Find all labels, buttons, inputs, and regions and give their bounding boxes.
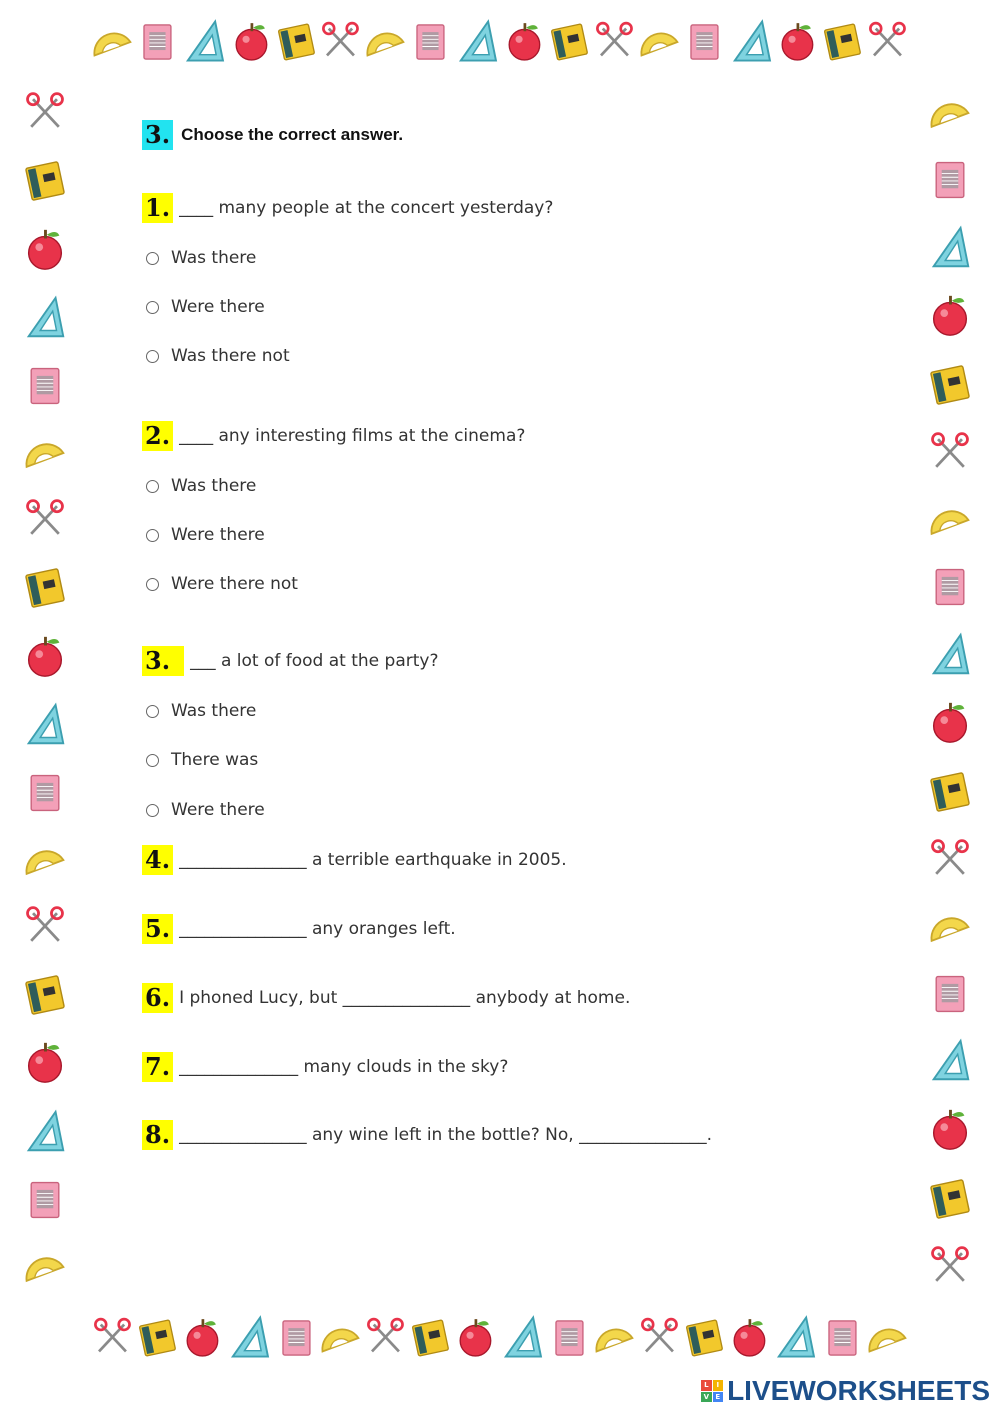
logo-letter: E [713,1392,724,1403]
question-2 [142,421,525,451]
scissors-icon [922,837,978,883]
radio-button[interactable] [146,754,159,767]
protractor-icon [318,1315,363,1361]
notebook-icon [924,157,976,203]
notebook-icon [135,16,180,68]
protractor-icon [592,1315,637,1361]
set-square-icon [498,1310,547,1366]
set-square-icon [225,1310,274,1366]
book-icon [20,971,70,1019]
set-square-icon [727,14,776,70]
book-icon [925,1175,975,1223]
q2-option-2[interactable] [146,525,265,545]
q2-option-3[interactable] [146,574,298,594]
radio-button[interactable] [146,301,159,314]
book-icon [20,564,70,612]
apple-icon [229,17,274,67]
question-5 [142,914,456,944]
question-text: _______________ a terrible earthquake in 2005. [179,850,567,870]
scissors-icon [922,430,978,476]
option-label: Were there [171,525,265,545]
book-icon [135,1313,180,1363]
radio-button[interactable] [146,480,159,493]
option-label: Were there [171,800,265,820]
apple-icon [453,1313,498,1363]
question-number-badge: 4. [142,845,173,875]
protractor-icon [22,430,68,476]
logo-mark-icon [701,1380,723,1402]
left-border [10,90,80,1290]
apple-icon [180,1313,225,1363]
radio-button[interactable] [146,578,159,591]
q1-option-1[interactable] [146,248,256,268]
radio-button[interactable] [146,529,159,542]
notebook-icon [19,363,71,409]
radio-button[interactable] [146,705,159,718]
apple-icon [925,292,975,340]
liveworksheets-logo [701,1375,990,1407]
option-label: Was there [171,248,257,268]
protractor-icon [90,19,135,65]
radio-button[interactable] [146,350,159,363]
question-text: ______________ many clouds in the sky? [179,1057,509,1077]
set-square-icon [771,1310,820,1366]
option-label: Were there not [171,574,298,594]
scissors-icon [592,14,637,70]
scissors-icon [922,1244,978,1290]
scissors-icon [90,1310,135,1366]
book-icon [682,1313,727,1363]
set-square-icon [922,631,978,679]
protractor-icon [927,904,973,950]
question-6 [142,983,630,1013]
notebook-icon [547,1312,592,1364]
question-text: ____ any interesting films at the cinema? [179,426,526,446]
book-icon [820,17,865,67]
logo-letter: I [713,1380,724,1391]
apple-icon [925,1106,975,1154]
question-text: _______________ any oranges left. [179,919,456,939]
section-title: Choose the correct answer. [181,125,404,144]
protractor-icon [22,837,68,883]
option-label: Was there [171,701,257,721]
q3-option-2[interactable] [146,750,258,770]
option-label: There was [171,750,259,770]
logo-text: LIVEWORKSHEETS [727,1375,990,1406]
apple-icon [20,226,70,274]
notebook-icon [820,1312,865,1364]
question-number-badge: 1. [142,193,173,223]
set-square-icon [17,1108,73,1156]
scissors-icon [17,497,73,543]
q2-option-1[interactable] [146,476,256,496]
question-7 [142,1052,508,1082]
apple-icon [925,699,975,747]
q1-option-3[interactable] [146,346,290,366]
section-heading [142,120,403,150]
q3-option-1[interactable] [146,701,256,721]
scissors-icon [363,1310,408,1366]
notebook-icon [19,1177,71,1223]
set-square-icon [922,1037,978,1085]
set-square-icon [922,224,978,272]
book-icon [274,17,319,67]
right-border [915,90,985,1290]
apple-icon [775,17,820,67]
logo-letter: V [701,1392,712,1403]
scissors-icon [17,90,73,136]
q1-option-2[interactable] [146,297,265,317]
question-text: ____ many people at the concert yesterday? [179,198,554,218]
apple-icon [20,1039,70,1087]
question-text: ___ a lot of food at the party? [190,651,439,671]
set-square-icon [453,14,502,70]
apple-icon [502,17,547,67]
scissors-icon [865,14,910,70]
question-8 [142,1120,712,1150]
notebook-icon [19,770,71,816]
book-icon [925,361,975,409]
question-number-badge: 8. [142,1120,173,1150]
scissors-icon [17,904,73,950]
option-label: Was there not [171,346,290,366]
question-number-badge: 3. [142,646,184,676]
question-number-badge: 2. [142,421,173,451]
notebook-icon [924,564,976,610]
question-1 [142,193,553,223]
apple-icon [20,633,70,681]
protractor-icon [637,19,682,65]
logo-letter: L [701,1380,712,1391]
protractor-icon [927,497,973,543]
book-icon [408,1313,453,1363]
set-square-icon [180,14,229,70]
question-text: _______________ any wine left in the bottle? No, _______________. [179,1125,712,1145]
set-square-icon [17,701,73,749]
book-icon [547,17,592,67]
book-icon [20,157,70,205]
protractor-icon [865,1315,910,1361]
notebook-icon [408,16,453,68]
book-icon [925,768,975,816]
radio-button[interactable] [146,804,159,817]
apple-icon [727,1313,772,1363]
radio-button[interactable] [146,252,159,265]
set-square-icon [17,294,73,342]
question-number-badge: 7. [142,1052,173,1082]
protractor-icon [22,1244,68,1290]
scissors-icon [318,14,363,70]
question-text: I phoned Lucy, but _______________ anybody at home. [179,988,631,1008]
protractor-icon [927,90,973,136]
notebook-icon [274,1312,319,1364]
top-border [90,2,910,82]
question-number-badge: 5. [142,914,173,944]
notebook-icon [924,971,976,1017]
section-number-badge: 3. [142,120,173,150]
bottom-border [90,1298,910,1378]
question-number-badge: 6. [142,983,173,1013]
question-3 [142,646,439,676]
option-label: Was there [171,476,257,496]
option-label: Were there [171,297,265,317]
protractor-icon [363,19,408,65]
question-4 [142,845,567,875]
q3-option-3[interactable] [146,800,265,820]
notebook-icon [682,16,727,68]
scissors-icon [637,1310,682,1366]
